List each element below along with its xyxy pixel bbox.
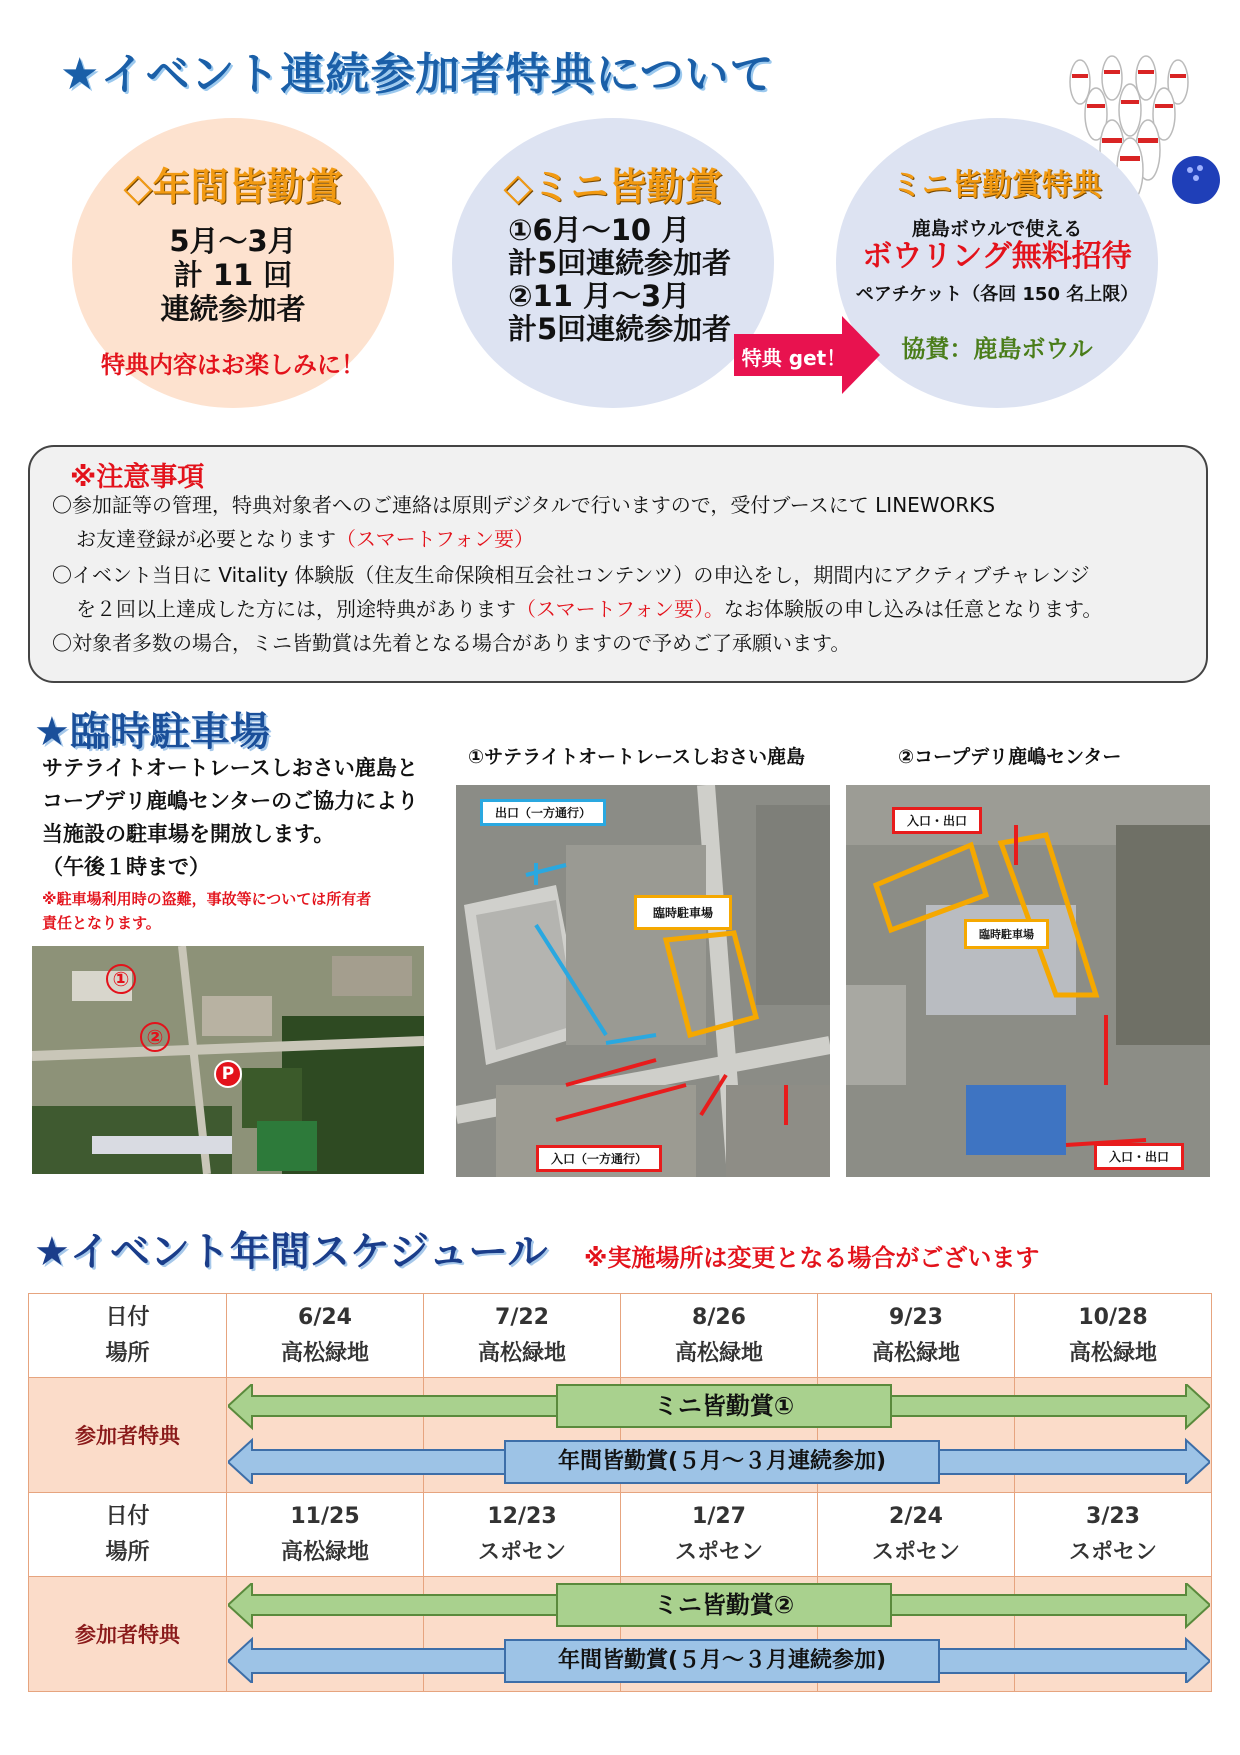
annual-award-band: 年間皆勤賞(５月～３月連続参加) (504, 1639, 940, 1683)
table-row (29, 1294, 1212, 1378)
mini-benefit-circle (836, 118, 1158, 408)
entry-label: 入口（一方通行） (536, 1145, 662, 1172)
mini-award-1-band: ミニ皆勤賞① (556, 1384, 892, 1428)
parking-desc: 当施設の駐車場を開放します。 (42, 822, 335, 846)
notice-line: 〇イベント当日に Vitality 体験版（住友生命保険相互会社コンテンツ）の申込をし，期間内にアクティブチャレンジ (52, 563, 1090, 587)
annual-award-line: 連続参加者 (160, 292, 306, 326)
annual-award-title: ◇年間皆勤賞 (123, 165, 343, 209)
satellite-photo-1 (456, 785, 830, 1177)
schedule-cell: 11/25 高松緑地 (227, 1493, 424, 1577)
schedule-cell: 7/22 高松緑地 (424, 1294, 621, 1378)
mini-award-line: 計5回連続参加者 (508, 246, 732, 280)
photo2-title: ②コープデリ鹿嶋センター (898, 746, 1122, 768)
mini-benefit-line1: 鹿島ボウルで使える (911, 218, 1083, 240)
temporary-lot-label: 臨時駐車場 (964, 919, 1049, 949)
mini-award-2-band: ミニ皆勤賞② (556, 1583, 892, 1627)
schedule-title: ★イベント年間スケジュール (34, 1229, 548, 1275)
parking-desc: サテライトオートレースしおさい鹿島と (42, 756, 418, 780)
sponsor-label: 協賛：鹿島ボウル (901, 335, 1093, 363)
annual-award-band: 年間皆勤賞(５月～３月連続参加) (504, 1440, 940, 1484)
benefit-arrow (734, 316, 880, 394)
schedule-cell: 8/26 高松緑地 (621, 1294, 818, 1378)
notice-line: お友達登録が必要となります（スマートフォン要） (76, 527, 534, 551)
overview-aerial-map (32, 946, 424, 1174)
parking-marker: P (214, 1060, 242, 1088)
annual-award-line: 計 11 回 (173, 258, 293, 292)
benefit-arrow-label: 特典 get！ (741, 346, 847, 370)
parking-title: ★臨時駐車場 (34, 709, 270, 755)
schedule-cell: 3/23 スポセン (1015, 1493, 1212, 1577)
table-row (29, 1493, 1212, 1577)
annual-award-circle (72, 118, 394, 408)
mini-award-title: ◇ミニ皆勤賞 (503, 165, 723, 209)
gate-label-top: 入口・出口 (892, 807, 982, 834)
mini-award-line: 計5回連続参加者 (508, 312, 732, 346)
gate-label-bottom: 入口・出口 (1094, 1143, 1184, 1170)
annual-award-line: 5月～3月 (169, 224, 297, 258)
map-marker-1: ① (106, 964, 136, 994)
row-header: 日付 場所 (29, 1294, 227, 1378)
mini-award-line: ①6月～10 月 (508, 213, 691, 247)
mini-benefit-title: ミニ皆勤賞特典 (892, 168, 1102, 203)
temporary-lot-label: 臨時駐車場 (634, 895, 732, 930)
parking-warning: ※駐車場利用時の盗難，事故等については所有者 (42, 890, 372, 908)
parking-desc: コープデリ鹿嶋センターのご協力により (42, 789, 419, 813)
row-header: 日付 場所 (29, 1493, 227, 1577)
notice-line: 〇対象者多数の場合，ミニ皆勤賞は先着となる場合がありますので予めご了承願います。 (52, 631, 851, 655)
benefit-label: 参加者特典 (29, 1378, 227, 1493)
notice-line: 〇参加証等の管理，特典対象者へのご連絡は原則デジタルで行いますので，受付ブースにて LINEWORKS (52, 493, 996, 517)
parking-warning: 責任となります。 (42, 914, 161, 932)
notice-title: ※注意事項 (70, 462, 205, 493)
mini-benefit-line2: ボウリング無料招待 (862, 239, 1132, 274)
schedule-cell: 6/24 高松緑地 (227, 1294, 424, 1378)
mini-benefit-line3: ペアチケット（各回 150 名上限） (855, 284, 1139, 305)
photo1-title: ①サテライトオートレースしおさい鹿島 (468, 746, 805, 768)
satellite-photo-2 (846, 785, 1210, 1177)
annual-award-note: 特典内容はお楽しみに！ (101, 351, 365, 379)
schedule-note: ※実施場所は変更となる場合がございます (584, 1244, 1040, 1272)
notice-line: を２回以上達成した方には，別途特典があります（スマートフォン要）。なお体験版の申し込みは任意となります。 (76, 597, 1103, 621)
notice-box (28, 445, 1208, 683)
benefit-label: 参加者特典 (29, 1577, 227, 1692)
schedule-cell: 10/28 高松緑地 (1015, 1294, 1212, 1378)
schedule-cell: 2/24 スポセン (818, 1493, 1015, 1577)
exit-label: 出口（一方通行） (480, 799, 606, 826)
map-marker-2: ② (140, 1022, 170, 1052)
schedule-cell: 1/27 スポセン (621, 1493, 818, 1577)
schedule-cell: 9/23 高松緑地 (818, 1294, 1015, 1378)
schedule-cell: 12/23 スポセン (424, 1493, 621, 1577)
mini-award-line: ②11 月～3月 (508, 279, 691, 313)
parking-desc: （午後１時まで） (42, 855, 210, 879)
page-title: ★イベント連続参加者特典について (60, 49, 775, 100)
mini-award-circle (452, 118, 774, 408)
